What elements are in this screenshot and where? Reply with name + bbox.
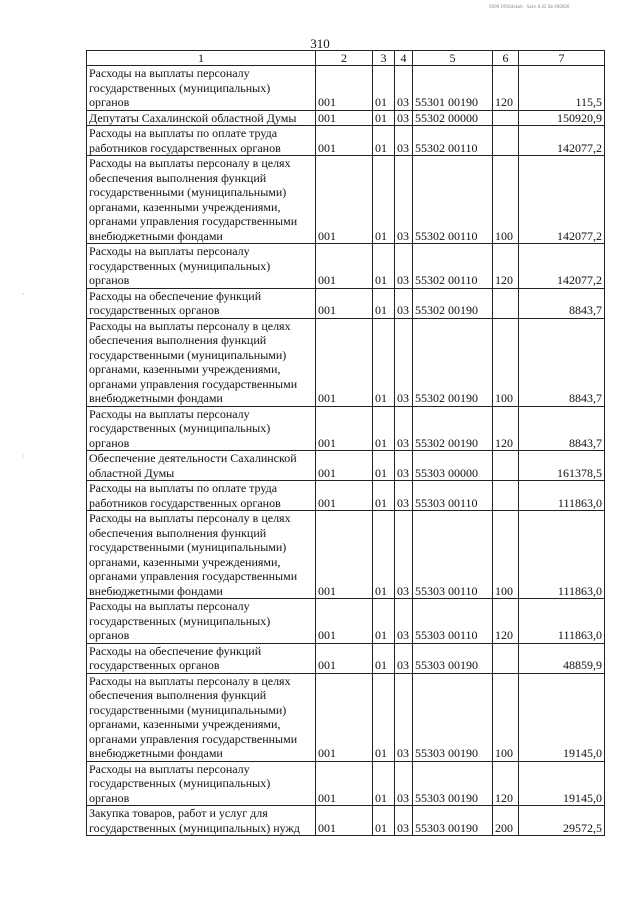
- amount-cell: 29572,5: [519, 806, 605, 836]
- section-code-cell: 01: [373, 244, 395, 289]
- target-article-cell: 55302 00110: [413, 244, 493, 289]
- ministry-code-cell: 001: [316, 806, 373, 836]
- scan-header-mark: 0006 1956dokob · Sxkn 6.02 Sb 000000: [489, 4, 570, 9]
- expense-type-cell: 120: [493, 244, 519, 289]
- section-code-cell: 01: [373, 761, 395, 806]
- table-row: [87, 451, 605, 481]
- column-header: 5: [413, 51, 493, 66]
- section-code-cell: 01: [373, 288, 395, 318]
- target-article-cell: 55302 00190: [413, 406, 493, 451]
- margin-mark: ·: [22, 452, 25, 461]
- target-article-cell: 55303 00190: [413, 673, 493, 761]
- expense-name-cell: Расходы на выплаты персоналу государственных (муниципальных) органов: [87, 406, 316, 451]
- expense-type-cell: 100: [493, 156, 519, 244]
- ministry-code-cell: 001: [316, 511, 373, 599]
- expense-type-cell: 120: [493, 761, 519, 806]
- ministry-code-cell: 001: [316, 643, 373, 673]
- ministry-code-cell: 001: [316, 451, 373, 481]
- expense-type-cell: 100: [493, 318, 519, 406]
- ministry-code-cell: 001: [316, 318, 373, 406]
- amount-cell: 142077,2: [519, 244, 605, 289]
- table-row: [87, 673, 605, 761]
- ministry-code-cell: 001: [316, 673, 373, 761]
- amount-cell: 111863,0: [519, 481, 605, 511]
- section-code-cell: 01: [373, 599, 395, 644]
- table-row: [87, 643, 605, 673]
- section-code-cell: 01: [373, 806, 395, 836]
- table-row: [87, 288, 605, 318]
- expense-name-cell: Расходы на выплаты персоналу государственных (муниципальных) органов: [87, 66, 316, 111]
- amount-cell: 150920,9: [519, 110, 605, 126]
- expense-type-cell: [493, 288, 519, 318]
- amount-cell: 111863,0: [519, 599, 605, 644]
- section-code-cell: 01: [373, 156, 395, 244]
- section-code-cell: 01: [373, 673, 395, 761]
- subsection-code-cell: 03: [395, 110, 413, 126]
- column-header: 1: [87, 51, 316, 66]
- target-article-cell: 55303 00110: [413, 599, 493, 644]
- table-row: [87, 244, 605, 289]
- expense-name-cell: Закупка товаров, работ и услуг для государственных (муниципальных) нужд: [87, 806, 316, 836]
- section-code-cell: 01: [373, 481, 395, 511]
- table-row: [87, 806, 605, 836]
- expense-type-cell: 120: [493, 406, 519, 451]
- table-row: [87, 599, 605, 644]
- subsection-code-cell: 03: [395, 481, 413, 511]
- target-article-cell: 55302 00000: [413, 110, 493, 126]
- expense-type-cell: [493, 110, 519, 126]
- expense-type-cell: [493, 126, 519, 156]
- target-article-cell: 55303 00190: [413, 761, 493, 806]
- table-row: [87, 110, 605, 126]
- column-number-row: [87, 51, 605, 66]
- page-number: 310: [310, 36, 330, 51]
- table-row: [87, 126, 605, 156]
- ministry-code-cell: 001: [316, 288, 373, 318]
- expense-name-cell: Расходы на выплаты персоналу в целях обеспечения выполнения функций государственными (муниципальными) органами, казенными учреждениями, органами управления государственными внебюджетными фондами: [87, 156, 316, 244]
- target-article-cell: 55302 00190: [413, 288, 493, 318]
- table-row: [87, 406, 605, 451]
- target-article-cell: 55303 00000: [413, 451, 493, 481]
- section-code-cell: 01: [373, 643, 395, 673]
- amount-cell: 115,5: [519, 66, 605, 111]
- section-code-cell: 01: [373, 66, 395, 111]
- amount-cell: 19145,0: [519, 673, 605, 761]
- subsection-code-cell: 03: [395, 244, 413, 289]
- expense-name-cell: Расходы на выплаты персоналу в целях обеспечения выполнения функций государственными (муниципальными) органами, казенными учреждениями, органами управления государственными внебюджетными фондами: [87, 511, 316, 599]
- amount-cell: 142077,2: [519, 156, 605, 244]
- expense-name-cell: Обеспечение деятельности Сахалинской областной Думы: [87, 451, 316, 481]
- table-row: [87, 511, 605, 599]
- expense-type-cell: [493, 481, 519, 511]
- amount-cell: 19145,0: [519, 761, 605, 806]
- subsection-code-cell: 03: [395, 318, 413, 406]
- margin-mark: ·: [22, 290, 25, 299]
- target-article-cell: 55302 00190: [413, 318, 493, 406]
- table-row: [87, 318, 605, 406]
- subsection-code-cell: 03: [395, 806, 413, 836]
- table-row: [87, 761, 605, 806]
- expense-name-cell: Расходы на выплаты персоналу в целях обеспечения выполнения функций государственными (муниципальными) органами, казенными учреждениями, органами управления государственными внебюджетными фондами: [87, 318, 316, 406]
- expense-name-cell: Расходы на выплаты персоналу государственных (муниципальных) органов: [87, 761, 316, 806]
- column-header: 4: [395, 51, 413, 66]
- subsection-code-cell: 03: [395, 511, 413, 599]
- section-code-cell: 01: [373, 110, 395, 126]
- subsection-code-cell: 03: [395, 66, 413, 111]
- expense-name-cell: Депутаты Сахалинской областной Думы: [87, 110, 316, 126]
- section-code-cell: 01: [373, 406, 395, 451]
- target-article-cell: 55303 00110: [413, 511, 493, 599]
- column-header: 6: [493, 51, 519, 66]
- section-code-cell: 01: [373, 126, 395, 156]
- expense-name-cell: Расходы на выплаты персоналу государственных (муниципальных) органов: [87, 244, 316, 289]
- expense-type-cell: 100: [493, 511, 519, 599]
- target-article-cell: 55301 00190: [413, 66, 493, 111]
- expense-name-cell: Расходы на выплаты по оплате труда работников государственных органов: [87, 126, 316, 156]
- subsection-code-cell: 03: [395, 643, 413, 673]
- ministry-code-cell: 001: [316, 66, 373, 111]
- target-article-cell: 55303 00110: [413, 481, 493, 511]
- expense-name-cell: Расходы на обеспечение функций государственных органов: [87, 288, 316, 318]
- ministry-code-cell: 001: [316, 481, 373, 511]
- expense-type-cell: 200: [493, 806, 519, 836]
- table-row: [87, 66, 605, 111]
- amount-cell: 142077,2: [519, 126, 605, 156]
- table-row: [87, 156, 605, 244]
- amount-cell: 8843,7: [519, 288, 605, 318]
- column-header: 3: [373, 51, 395, 66]
- table-row: [87, 481, 605, 511]
- subsection-code-cell: 03: [395, 126, 413, 156]
- budget-table: [86, 50, 605, 836]
- subsection-code-cell: 03: [395, 451, 413, 481]
- target-article-cell: 55303 00190: [413, 643, 493, 673]
- expense-name-cell: Расходы на обеспечение функций государственных органов: [87, 643, 316, 673]
- ministry-code-cell: 001: [316, 126, 373, 156]
- ministry-code-cell: 001: [316, 406, 373, 451]
- column-header: 2: [316, 51, 373, 66]
- ministry-code-cell: 001: [316, 110, 373, 126]
- expense-name-cell: Расходы на выплаты по оплате труда работников государственных органов: [87, 481, 316, 511]
- target-article-cell: 55303 00190: [413, 806, 493, 836]
- amount-cell: 48859,9: [519, 643, 605, 673]
- expense-type-cell: 120: [493, 599, 519, 644]
- target-article-cell: 55302 00110: [413, 156, 493, 244]
- ministry-code-cell: 001: [316, 156, 373, 244]
- subsection-code-cell: 03: [395, 599, 413, 644]
- amount-cell: 8843,7: [519, 406, 605, 451]
- expense-type-cell: 120: [493, 66, 519, 111]
- amount-cell: 111863,0: [519, 511, 605, 599]
- subsection-code-cell: 03: [395, 406, 413, 451]
- ministry-code-cell: 001: [316, 244, 373, 289]
- ministry-code-cell: 001: [316, 761, 373, 806]
- expense-type-cell: [493, 643, 519, 673]
- subsection-code-cell: 03: [395, 761, 413, 806]
- column-header: 7: [519, 51, 605, 66]
- expense-type-cell: [493, 451, 519, 481]
- section-code-cell: 01: [373, 318, 395, 406]
- amount-cell: 161378,5: [519, 451, 605, 481]
- subsection-code-cell: 03: [395, 156, 413, 244]
- subsection-code-cell: 03: [395, 288, 413, 318]
- ministry-code-cell: 001: [316, 599, 373, 644]
- section-code-cell: 01: [373, 451, 395, 481]
- subsection-code-cell: 03: [395, 673, 413, 761]
- amount-cell: 8843,7: [519, 318, 605, 406]
- target-article-cell: 55302 00110: [413, 126, 493, 156]
- expense-name-cell: Расходы на выплаты персоналу в целях обеспечения выполнения функций государственными (муниципальными) органами, казенными учреждениями, органами управления государственными внебюджетными фондами: [87, 673, 316, 761]
- expense-type-cell: 100: [493, 673, 519, 761]
- section-code-cell: 01: [373, 511, 395, 599]
- expense-name-cell: Расходы на выплаты персоналу государственных (муниципальных) органов: [87, 599, 316, 644]
